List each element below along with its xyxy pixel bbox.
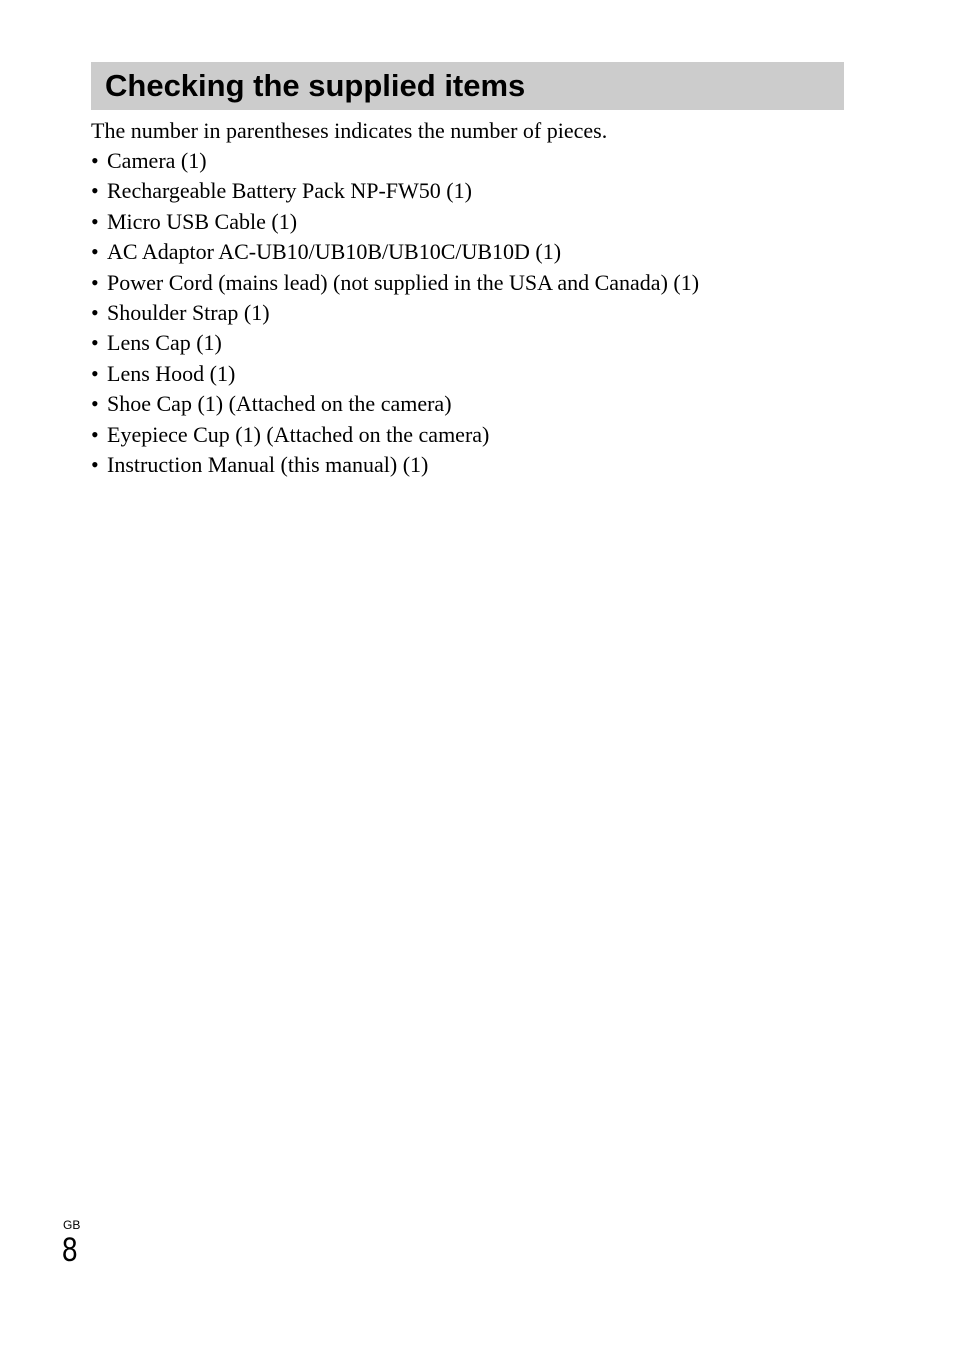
item-text: Power Cord (mains lead) (not supplied in the USA and Canada) (1): [107, 269, 700, 295]
section-header: [91, 62, 844, 110]
item-text: Micro USB Cable (1): [107, 208, 298, 234]
item-text: AC Adaptor AC-UB10/UB10B/UB10C/UB10D (1): [107, 239, 562, 265]
item-text: Eyepiece Cup (1) (Attached on the camera): [107, 421, 490, 447]
bullet: •: [91, 178, 99, 204]
item-text: Lens Hood (1): [107, 360, 236, 386]
page-footer: [62, 1218, 92, 1268]
bullet: •: [91, 360, 99, 386]
bullet: •: [91, 330, 99, 356]
bullet: •: [91, 239, 99, 265]
bullet: •: [91, 452, 99, 478]
list-item: [91, 298, 699, 328]
item-text: Instruction Manual (this manual) (1): [107, 452, 429, 478]
region-code: GB: [63, 1218, 81, 1232]
bullet: •: [91, 208, 99, 234]
bullet: •: [91, 391, 99, 417]
list-item: [91, 359, 699, 389]
bullet: •: [91, 269, 99, 295]
item-text: Rechargeable Battery Pack NP-FW50 (1): [107, 178, 472, 204]
item-text: Camera (1): [107, 148, 207, 173]
list-item: [91, 389, 699, 419]
list-item: [91, 146, 699, 176]
intro-text: The number in parentheses indicates the number of pieces.: [91, 118, 608, 143]
page-number: 8: [62, 1231, 78, 1269]
list-item: [91, 328, 699, 358]
item-text: Shoe Cap (1) (Attached on the camera): [107, 391, 452, 417]
item-text: Shoulder Strap (1): [107, 300, 270, 326]
list-item: [91, 237, 699, 267]
list-item: [91, 176, 699, 206]
item-text: Lens Cap (1): [107, 330, 222, 356]
supplied-items-list: [91, 146, 699, 480]
bullet: •: [91, 148, 99, 173]
list-item: [91, 450, 699, 480]
bullet: •: [91, 421, 99, 447]
list-item: [91, 420, 699, 450]
bullet: •: [91, 300, 99, 326]
section-title: Checking the supplied items: [105, 68, 526, 103]
list-item: [91, 268, 699, 298]
list-item: [91, 207, 699, 237]
